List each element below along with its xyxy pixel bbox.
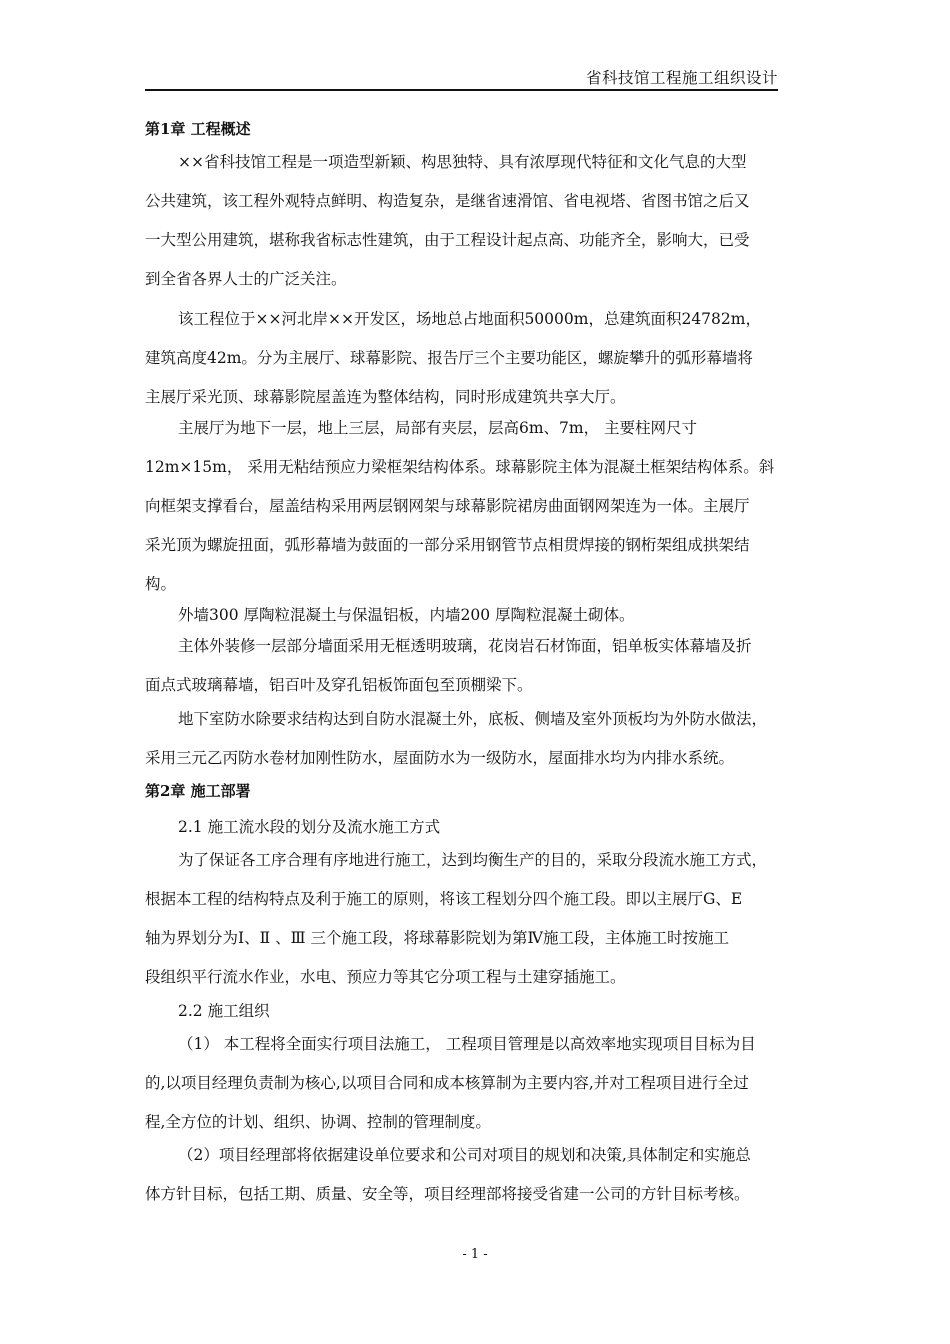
paragraph-line: 12m×15m， 采用无粘结预应力梁框架结构体系。球幕影院主体为混凝土框架结构体系。斜 xyxy=(145,458,775,476)
paragraph-line: 主体外装修一层部分墙面采用无框透明玻璃，花岗岩石材饰面，铝单板实体幕墙及折 xyxy=(178,637,752,655)
page-number: - 1 - xyxy=(462,1247,488,1262)
page-header-title: 省科技馆工程施工组织设计 xyxy=(585,69,778,87)
paragraph-line: 轴为界划分为Ⅰ、Ⅱ 、Ⅲ 三个施工段，将球幕影院划为第Ⅳ施工段，主体施工时按施工 xyxy=(145,929,729,947)
paragraph-line: 外墙300 厚陶粒混凝土与保温铝板，内墙200 厚陶粒混凝土砌体。 xyxy=(178,606,635,624)
paragraph-line: （1） 本工程将全面实行项目法施工， 工程项目管理是以高效率地实现项目目标为目 xyxy=(178,1035,756,1053)
section-heading: 2.1 施工流水段的划分及流水施工方式 xyxy=(178,818,441,836)
paragraph-line: 面点式玻璃幕墙，铝百叶及穿孔铝板饰面包至顶棚梁下。 xyxy=(145,676,533,694)
paragraph-line: 公共建筑，该工程外观特点鲜明、构造复杂，是继省速滑馆、省电视塔、省图书馆之后又 xyxy=(145,192,750,210)
paragraph-line: 向框架支撑看台，屋盖结构采用两层钢网架与球幕影院裙房曲面钢网架连为一体。主展厅 xyxy=(145,497,750,515)
paragraph-line: 根据本工程的结构特点及利于施工的原则，将该工程划分四个施工段。即以主展厅G、E xyxy=(145,890,743,908)
paragraph-line: 建筑高度42m。分为主展厅、球幕影院、报告厅三个主要功能区，螺旋攀升的弧形幕墙将 xyxy=(145,349,753,367)
chapter-heading: 第1章 工程概述 xyxy=(145,120,251,138)
paragraph-line: 到全省各界人士的广泛关注。 xyxy=(145,270,347,288)
paragraph-line: 为了保证各工序合理有序地进行施工，达到均衡生产的目的，采取分段流水施工方式， xyxy=(178,851,768,869)
paragraph-line: （2）项目经理部将依据建设单位要求和公司对项目的规划和决策,具体制定和实施总 xyxy=(178,1146,751,1164)
section-heading: 2.2 施工组织 xyxy=(178,1002,270,1020)
paragraph-line: ××省科技馆工程是一项造型新颖、构思独特、具有浓厚现代特征和文化气息的大型 xyxy=(178,153,747,171)
paragraph-line: 体方针目标，包括工期、质量、安全等，项目经理部将接受省建一公司的方针目标考核。 xyxy=(145,1185,750,1203)
paragraph-line: 主展厅为地下一层，地上三层，局部有夹层，层高6m、7m， 主要柱网尺寸 xyxy=(178,419,698,437)
paragraph-line: 采光顶为螺旋扭面，弧形幕墙为鼓面的一部分采用钢管节点相贯焊接的钢桁架组成拱架结 xyxy=(145,536,750,554)
header-divider xyxy=(145,89,778,91)
paragraph-line: 该工程位于××河北岸××开发区，场地总占地面积50000m，总建筑面积24782m， xyxy=(178,310,761,328)
paragraph-line: 段组织平行流水作业，水电、预应力等其它分项工程与土建穿插施工。 xyxy=(145,968,626,986)
paragraph-line: 一大型公用建筑，堪称我省标志性建筑，由于工程设计起点高、功能齐全，影响大，已受 xyxy=(145,231,750,249)
paragraph-line: 采用三元乙丙防水卷材加刚性防水，屋面防水为一级防水，屋面排水均为内排水系统。 xyxy=(145,749,735,767)
paragraph-line: 地下室防水除要求结构达到自防水混凝土外，底板、侧墙及室外顶板均为外防水做法， xyxy=(178,710,768,728)
paragraph-line: 构。 xyxy=(145,575,177,593)
chapter-heading: 第2章 施工部署 xyxy=(145,782,251,800)
paragraph-line: 主展厅采光顶、球幕影院屋盖连为整体结构，同时形成建筑共享大厅。 xyxy=(145,388,626,406)
paragraph-line: 程,全方位的计划、组织、协调、控制的管理制度。 xyxy=(145,1113,491,1131)
paragraph-line: 的,以项目经理负责制为核心,以项目合同和成本核算制为主要内容,并对工程项目进行全过 xyxy=(145,1074,749,1092)
